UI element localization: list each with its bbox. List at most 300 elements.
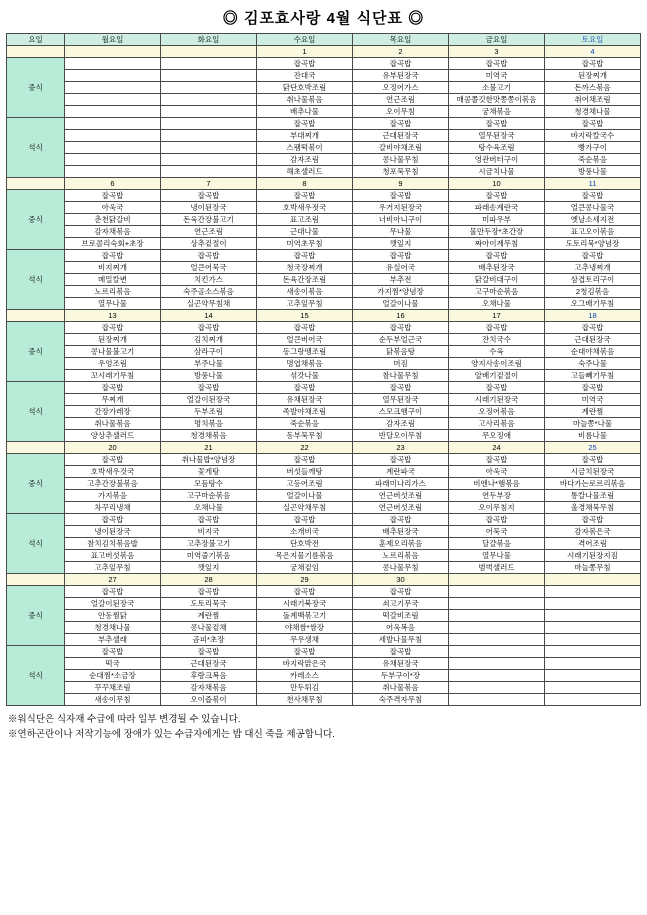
menu-row <box>7 394 641 406</box>
menu-item-cell: 알배기겉절이 <box>449 370 545 382</box>
menu-item-cell: 너비아니구이 <box>353 214 449 226</box>
menu-row <box>7 154 641 166</box>
menu-item-cell: 얼큰버어국 <box>257 334 353 346</box>
menu-item-cell: 고추잎무침 <box>65 562 161 574</box>
menu-item-cell <box>161 70 257 82</box>
menu-item-cell: 잡곡밥 <box>257 382 353 394</box>
menu-item-cell: 반달오이무침 <box>353 430 449 442</box>
menu-item-cell: 울경채묵무침 <box>545 502 641 514</box>
menu-item-cell: 김치찌개 <box>161 334 257 346</box>
menu-row <box>7 274 641 286</box>
header-thursday: 목요일 <box>353 34 449 46</box>
menu-item-cell: 부주나물 <box>161 358 257 370</box>
menu-row <box>7 526 641 538</box>
menu-item-cell: 잡곡밥 <box>65 382 161 394</box>
menu-item-cell: 메밀칼변 <box>65 274 161 286</box>
date-cell: 9 <box>353 178 449 190</box>
menu-item-cell <box>545 622 641 634</box>
menu-item-cell: 삼겹토리구이 <box>545 274 641 286</box>
menu-item-cell: 얼큰콩나물국 <box>545 202 641 214</box>
menu-item-cell: 열무된장국 <box>353 394 449 406</box>
date-cell: 14 <box>161 310 257 322</box>
menu-item-cell: 표고조림 <box>257 214 353 226</box>
menu-item-cell <box>161 118 257 130</box>
date-cell: 1 <box>257 46 353 58</box>
menu-item-cell: 후랑크복음 <box>161 670 257 682</box>
menu-item-cell: 숙주격자무침 <box>353 694 449 706</box>
header-friday: 금요일 <box>449 34 545 46</box>
menu-item-cell: 삼라구이 <box>161 346 257 358</box>
menu-item-cell: 양지사송이조림 <box>449 358 545 370</box>
menu-item-cell: 잡곡밥 <box>353 646 449 658</box>
menu-item-cell: 잡곡밥 <box>353 250 449 262</box>
date-row-spacer <box>7 46 65 58</box>
menu-row <box>7 346 641 358</box>
menu-item-cell: 얼갈이된장국 <box>161 394 257 406</box>
menu-item-cell <box>449 610 545 622</box>
menu-item-cell: 명치볶음 <box>161 418 257 430</box>
menu-row <box>7 598 641 610</box>
menu-item-cell: 어묵국 <box>449 526 545 538</box>
menu-table <box>6 33 641 706</box>
menu-row <box>7 418 641 430</box>
menu-item-cell: 잡곡밥 <box>449 454 545 466</box>
date-cell: 13 <box>65 310 161 322</box>
menu-item-cell: 잡곡밥 <box>545 118 641 130</box>
menu-item-cell: 차꾸리냉채 <box>65 502 161 514</box>
menu-item-cell: 단호박전 <box>257 538 353 550</box>
menu-item-cell: 고들빼기무침 <box>545 370 641 382</box>
menu-item-cell: 2청김볶음 <box>545 286 641 298</box>
meal-label-lunch: 중식 <box>7 586 65 646</box>
date-cell: 29 <box>257 574 353 586</box>
date-cell: 4 <box>545 46 641 58</box>
menu-item-cell: 냉이된장국 <box>161 202 257 214</box>
menu-item-cell: 미파우부 <box>449 214 545 226</box>
menu-item-cell: 부추전 <box>353 274 449 286</box>
menu-row <box>7 586 641 598</box>
menu-item-cell: 잡곡밥 <box>545 514 641 526</box>
menu-item-cell <box>65 70 161 82</box>
menu-item-cell: 잡곡밥 <box>449 250 545 262</box>
menu-item-cell: 고추장불고기 <box>161 538 257 550</box>
menu-item-cell <box>545 598 641 610</box>
menu-item-cell: 된장찌개 <box>65 334 161 346</box>
meal-label-dinner: 석식 <box>7 514 65 574</box>
menu-item-cell <box>545 586 641 598</box>
menu-item-cell <box>449 658 545 670</box>
menu-item-cell <box>545 634 641 646</box>
menu-item-cell: 감자조림 <box>257 154 353 166</box>
menu-row <box>7 658 641 670</box>
menu-item-cell: 쇠고기무국 <box>353 598 449 610</box>
menu-item-cell: 실곤약채무침 <box>257 502 353 514</box>
menu-row <box>7 490 641 502</box>
menu-item-cell: 순두부얼근국 <box>353 334 449 346</box>
menu-item-cell: 세발나물무침 <box>353 634 449 646</box>
menu-row <box>7 238 641 250</box>
menu-item-cell: 미역줄기볶음 <box>161 550 257 562</box>
menu-item-cell: 떡국 <box>65 658 161 670</box>
menu-item-cell: 잡곡밥 <box>353 190 449 202</box>
menu-item-cell: 수육 <box>449 346 545 358</box>
menu-item-cell: 야채쌈*쌈장 <box>257 622 353 634</box>
menu-row <box>7 358 641 370</box>
menu-item-cell: 스모크햄구이 <box>353 406 449 418</box>
date-cell: 11 <box>545 178 641 190</box>
menu-item-cell: 바지락맑은국 <box>257 658 353 670</box>
menu-item-cell: 연근버섯조림 <box>353 490 449 502</box>
menu-item-cell: 비지찌개 <box>65 262 161 274</box>
menu-item-cell <box>449 670 545 682</box>
menu-row <box>7 430 641 442</box>
table-header-row <box>7 34 641 46</box>
menu-item-cell: 무우생채 <box>257 634 353 646</box>
menu-item-cell: 무오징애 <box>449 430 545 442</box>
menu-item-cell <box>449 622 545 634</box>
menu-item-cell: 잡곡밥 <box>161 382 257 394</box>
menu-item-cell: 얼갈이된장국 <box>65 598 161 610</box>
menu-row <box>7 466 641 478</box>
meal-label-dinner: 석식 <box>7 382 65 442</box>
date-row <box>7 574 641 586</box>
date-row-spacer <box>7 178 65 190</box>
meal-label-dinner: 석식 <box>7 118 65 178</box>
menu-item-cell: 잡곡밥 <box>257 646 353 658</box>
menu-item-cell <box>65 142 161 154</box>
menu-item-cell: 참나물무침 <box>353 370 449 382</box>
menu-item-cell: 죽순볶음 <box>545 154 641 166</box>
menu-item-cell: 오그배기무침 <box>545 298 641 310</box>
menu-row <box>7 166 641 178</box>
menu-item-cell: 잡곡밥 <box>545 454 641 466</box>
menu-item-cell: 빵가구이 <box>545 142 641 154</box>
menu-item-cell: 두부조림 <box>161 406 257 418</box>
menu-item-cell: 카레소스 <box>257 670 353 682</box>
menu-item-cell: 감자조림 <box>353 418 449 430</box>
menu-item-cell: 잡곡밥 <box>257 58 353 70</box>
menu-item-cell: 계란파국 <box>353 466 449 478</box>
menu-item-cell <box>161 82 257 94</box>
menu-item-cell: 돈까스볶음 <box>545 82 641 94</box>
menu-item-cell: 잡곡밥 <box>161 322 257 334</box>
menu-item-cell: 잡곡밥 <box>257 586 353 598</box>
menu-item-cell: 옛날소세지전 <box>545 214 641 226</box>
menu-item-cell: 모듬탕수 <box>161 478 257 490</box>
menu-row <box>7 58 641 70</box>
menu-item-cell: 떡갈비조림 <box>353 610 449 622</box>
menu-item-cell: 잡곡밥 <box>257 454 353 466</box>
menu-item-cell: 새송이무침 <box>65 694 161 706</box>
date-cell: 10 <box>449 178 545 190</box>
menu-item-cell: 소불고기 <box>449 82 545 94</box>
menu-item-cell <box>545 694 641 706</box>
menu-item-cell <box>161 106 257 118</box>
header-weekday: 요일 <box>7 34 65 46</box>
menu-item-cell: 표고오이볶음 <box>545 226 641 238</box>
date-cell: 6 <box>65 178 161 190</box>
menu-row <box>7 286 641 298</box>
menu-item-cell: 잡곡밥 <box>65 250 161 262</box>
menu-item-cell: 미역국 <box>449 70 545 82</box>
menu-row <box>7 646 641 658</box>
menu-item-cell: 근대된장국 <box>545 334 641 346</box>
date-cell <box>161 46 257 58</box>
menu-row <box>7 610 641 622</box>
menu-item-cell: 감자볶은국 <box>545 526 641 538</box>
menu-item-cell: 취나물볶음 <box>353 682 449 694</box>
menu-item-cell: 섞갓나물 <box>257 370 353 382</box>
date-cell: 25 <box>545 442 641 454</box>
date-cell: 15 <box>257 310 353 322</box>
menu-item-cell: 우엉조림 <box>65 358 161 370</box>
menu-item-cell: 매콤쫄깃한맛쫑쫑이볶음 <box>449 94 545 106</box>
menu-item-cell: 오채나물 <box>161 502 257 514</box>
menu-item-cell: 잔대국 <box>257 70 353 82</box>
menu-row <box>7 70 641 82</box>
menu-item-cell: 잡곡밥 <box>545 382 641 394</box>
menu-item-cell: 콩나물겉채 <box>161 622 257 634</box>
menu-item-cell: 잡곡밥 <box>65 586 161 598</box>
menu-row <box>7 634 641 646</box>
menu-item-cell: 잡곡밥 <box>353 118 449 130</box>
menu-item-cell: 고추간장불볶음 <box>65 478 161 490</box>
menu-item-cell: 도토리묵*양념장 <box>545 238 641 250</box>
menu-item-cell: 궁채겉임 <box>257 562 353 574</box>
menu-item-cell: 시금치나물 <box>449 166 545 178</box>
menu-item-cell: 잡곡밥 <box>257 190 353 202</box>
menu-item-cell: 잡곡밥 <box>545 190 641 202</box>
menu-item-cell: 배추된장국 <box>449 262 545 274</box>
menu-item-cell: 오채나물 <box>449 298 545 310</box>
menu-row <box>7 670 641 682</box>
menu-row <box>7 514 641 526</box>
menu-item-cell: 오이무침지 <box>449 502 545 514</box>
menu-item-cell: 상추겉절이 <box>161 238 257 250</box>
menu-item-cell: 잡곡밥 <box>161 646 257 658</box>
menu-row <box>7 118 641 130</box>
date-cell: 3 <box>449 46 545 58</box>
menu-row <box>7 322 641 334</box>
menu-row <box>7 454 641 466</box>
menu-item-cell: 계란찜 <box>161 610 257 622</box>
menu-item-cell: 잡곡밥 <box>161 190 257 202</box>
menu-item-cell: 연근조림 <box>353 94 449 106</box>
menu-item-cell: 동그랑땡조림 <box>257 346 353 358</box>
menu-item-cell: 배추나물 <box>257 106 353 118</box>
menu-item-cell: 호박새우젓국 <box>257 202 353 214</box>
menu-item-cell: 시래기북장국 <box>257 598 353 610</box>
menu-row <box>7 214 641 226</box>
menu-item-cell: 잡곡밥 <box>257 250 353 262</box>
menu-item-cell: 방풍나물 <box>161 370 257 382</box>
menu-item-cell: 유채된장국 <box>353 658 449 670</box>
menu-item-cell: 무찌개 <box>65 394 161 406</box>
menu-item-cell: 잡곡밥 <box>353 382 449 394</box>
menu-item-cell <box>545 670 641 682</box>
menu-item-cell <box>449 598 545 610</box>
date-cell: 18 <box>545 310 641 322</box>
menu-row <box>7 562 641 574</box>
menu-item-cell: 돌계백볶고기 <box>257 610 353 622</box>
menu-item-cell: 무나물 <box>353 226 449 238</box>
menu-item-cell: 잡곡밥 <box>257 322 353 334</box>
menu-item-cell <box>449 634 545 646</box>
menu-item-cell: 죽순볶음 <box>257 418 353 430</box>
menu-item-cell: 만두튀김 <box>257 682 353 694</box>
menu-item-cell: 표고버섯볶음 <box>65 550 161 562</box>
menu-item-cell: 참치김치볶음밥 <box>65 538 161 550</box>
menu-item-cell: 잡곡밥 <box>65 514 161 526</box>
menu-item-cell: 두부구이*장 <box>353 670 449 682</box>
menu-item-cell <box>545 658 641 670</box>
menu-item-cell: 미역국 <box>545 394 641 406</box>
menu-row <box>7 478 641 490</box>
menu-item-cell: 실곤약무침채 <box>161 298 257 310</box>
menu-item-cell: 청국장찌개 <box>257 262 353 274</box>
menu-item-cell: 비지국 <box>161 526 257 538</box>
menu-item-cell: 우거지된장국 <box>353 202 449 214</box>
menu-item-cell <box>449 694 545 706</box>
menu-item-cell: 아욱국 <box>449 466 545 478</box>
note-line-1: ※워식단은 식자재 수급에 따라 일부 변경될 수 있습니다. <box>8 714 241 725</box>
menu-item-cell: 유채된장국 <box>257 394 353 406</box>
meal-label-dinner: 석식 <box>7 250 65 310</box>
header-tuesday: 화요일 <box>161 34 257 46</box>
menu-item-cell: 새송이볶음 <box>257 286 353 298</box>
menu-item-cell: 부대찌개 <box>257 130 353 142</box>
date-cell: 28 <box>161 574 257 586</box>
menu-item-cell: 잡곡밥 <box>353 58 449 70</box>
menu-item-cell: 잡곡밥 <box>353 586 449 598</box>
menu-row <box>7 334 641 346</box>
menu-item-cell: 닭단호박조림 <box>257 82 353 94</box>
menu-item-cell: 가지볶음 <box>65 490 161 502</box>
menu-item-cell <box>545 646 641 658</box>
menu-item-cell <box>449 682 545 694</box>
menu-item-cell: 양상추샐러드 <box>65 430 161 442</box>
menu-row <box>7 622 641 634</box>
menu-item-cell: 잡곡밥 <box>449 382 545 394</box>
menu-item-cell: 고추잎무침 <box>257 298 353 310</box>
menu-row <box>7 682 641 694</box>
menu-item-cell: 잡곡밥 <box>161 514 257 526</box>
menu-item-cell: 고사리볶음 <box>449 418 545 430</box>
menu-item-cell: 춘천닭갈비 <box>65 214 161 226</box>
page-title: ◎ 김포효사랑 4월 식단표 ◎ <box>222 10 425 27</box>
date-cell: 7 <box>161 178 257 190</box>
meal-label-dinner: 석식 <box>7 646 65 706</box>
date-cell <box>65 46 161 58</box>
menu-item-cell: 잡곡밥 <box>545 58 641 70</box>
menu-item-cell: 감자채볶음 <box>65 226 161 238</box>
menu-item-cell: 꾸꾸채조림 <box>65 682 161 694</box>
menu-item-cell <box>65 118 161 130</box>
date-row <box>7 46 641 58</box>
date-cell: 30 <box>353 574 449 586</box>
menu-item-cell <box>65 130 161 142</box>
menu-item-cell: 콩나물불고기 <box>65 346 161 358</box>
date-cell: 21 <box>161 442 257 454</box>
date-row <box>7 178 641 190</box>
menu-item-cell: 탕수육조림 <box>449 142 545 154</box>
menu-row <box>7 226 641 238</box>
menu-item-cell <box>545 682 641 694</box>
menu-item-cell: 스팸떡볶이 <box>257 142 353 154</box>
menu-item-cell <box>65 106 161 118</box>
menu-item-cell: 계란찜 <box>545 406 641 418</box>
menu-item-cell <box>65 166 161 178</box>
menu-item-cell: 미역초무침 <box>257 238 353 250</box>
menu-item-cell: 비름나물 <box>545 430 641 442</box>
menu-item-cell: 잡곡밥 <box>161 250 257 262</box>
menu-item-cell: 훈제오리볶음 <box>353 538 449 550</box>
meal-label-lunch: 중식 <box>7 454 65 514</box>
menu-item-cell: 근대나물 <box>257 226 353 238</box>
menu-row <box>7 250 641 262</box>
menu-item-cell: 깻잎지 <box>161 562 257 574</box>
menu-item-cell <box>65 58 161 70</box>
meal-label-lunch: 중식 <box>7 58 65 118</box>
date-cell: 16 <box>353 310 449 322</box>
date-row-spacer <box>7 574 65 586</box>
menu-item-cell: 잡곡밥 <box>449 514 545 526</box>
date-cell: 24 <box>449 442 545 454</box>
menu-item-cell: 감자채볶음 <box>161 682 257 694</box>
menu-item-cell <box>161 58 257 70</box>
menu-item-cell: 격어조림 <box>545 538 641 550</box>
date-row <box>7 310 641 322</box>
menu-item-cell <box>65 94 161 106</box>
menu-item-cell <box>161 94 257 106</box>
menu-item-cell: 곰피*초장 <box>161 634 257 646</box>
menu-item-cell: 잡곡밥 <box>449 322 545 334</box>
menu-row <box>7 502 641 514</box>
header-saturday: 토요일 <box>545 34 641 46</box>
menu-item-cell: 취나물볶음 <box>65 418 161 430</box>
date-cell: 23 <box>353 442 449 454</box>
menu-item-cell <box>161 154 257 166</box>
date-cell: 17 <box>449 310 545 322</box>
menu-row <box>7 406 641 418</box>
menu-item-cell: 꼬시래기무침 <box>65 370 161 382</box>
menu-item-cell <box>161 130 257 142</box>
menu-item-cell: 돈육간장불고기 <box>161 214 257 226</box>
menu-item-cell: 취나물밥*양념장 <box>161 454 257 466</box>
menu-item-cell: 시금치된장국 <box>545 466 641 478</box>
menu-row <box>7 550 641 562</box>
menu-item-cell: 해초샐러드 <box>257 166 353 178</box>
menu-item-cell: 시래기된장지짐 <box>545 550 641 562</box>
menu-item-cell: 궁채볶음 <box>449 106 545 118</box>
menu-item-cell: 얼갈이나물 <box>257 490 353 502</box>
header-wednesday: 수요일 <box>257 34 353 46</box>
menu-row <box>7 130 641 142</box>
menu-item-cell: 명엽채볶음 <box>257 358 353 370</box>
menu-item-cell: 얼갈이나물 <box>353 298 449 310</box>
menu-item-cell: 꽃게탕 <box>161 466 257 478</box>
menu-row <box>7 538 641 550</box>
menu-item-cell: 달걀볶음 <box>449 538 545 550</box>
menu-item-cell: 범벅샐러드 <box>449 562 545 574</box>
menu-item-cell: 파래미나리가스 <box>353 478 449 490</box>
menu-item-cell: 부추샐래 <box>65 634 161 646</box>
menu-item-cell: 콩나물무침 <box>353 154 449 166</box>
menu-item-cell: 소개비국 <box>257 526 353 538</box>
date-cell: 2 <box>353 46 449 58</box>
menu-item-cell: 가지찜*양념장 <box>353 286 449 298</box>
menu-item-cell: 잔치국수 <box>449 334 545 346</box>
